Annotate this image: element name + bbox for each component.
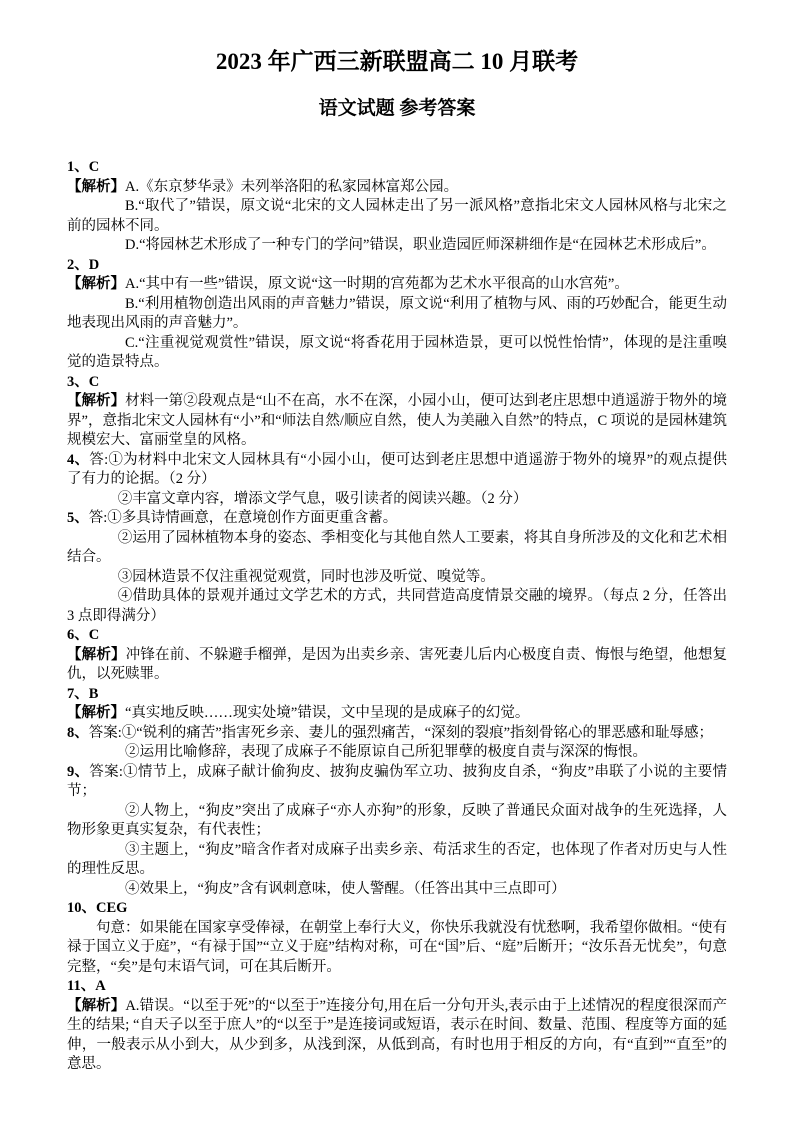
q2-answer bbox=[67, 256, 727, 276]
para-text: 答案:①情节上，成麻子献计偷狗皮、披狗皮骗伪军立功、披狗皮自杀，“狗皮”串联了小说的主要情节； bbox=[67, 763, 728, 799]
q9-answer-point-2 bbox=[67, 802, 727, 841]
para-text: “真实地反映……现实处境”错误，文中呈现的是成麻子的幻觉。 bbox=[125, 705, 530, 721]
q5-answer-point-1 bbox=[67, 509, 727, 529]
para-text: ②运用了园林植物本身的姿态、季相变化与其他自然人工要素，将其自身所涉及的文化和艺术相结合。 bbox=[67, 529, 727, 565]
question-number: 7、B bbox=[67, 685, 99, 702]
para-text: ④效果上，“狗皮”含有讽刺意味，使人警醒。（任答出其中三点即可） bbox=[125, 880, 566, 897]
para-text: A.“其中有一些”错误，原文说“这一时期的宫苑都为艺术水平很高的山水宫苑”。 bbox=[125, 276, 629, 292]
analysis-tag: 【解析】 bbox=[67, 705, 125, 721]
para-text: D.“将园林艺术形成了一种专门的学问”错误，职业造园匠师深耕细作是“在园林艺术形成后”。 bbox=[125, 237, 716, 253]
q7-analysis bbox=[67, 704, 727, 724]
q2-analysis-b bbox=[67, 295, 727, 334]
document-body bbox=[67, 158, 727, 1075]
q11-answer bbox=[67, 977, 727, 997]
q8-answer-point-2 bbox=[67, 743, 727, 763]
q7-answer bbox=[67, 685, 727, 705]
q9-answer-point-4 bbox=[67, 880, 727, 900]
analysis-tag: 【解析】 bbox=[67, 178, 125, 195]
para-text: ③主题上，“狗皮”暗含作者对成麻子出卖乡亲、苟活求生的否定，也体现了作者对历史与人性的理性反思。 bbox=[67, 841, 727, 877]
para-text: B.“取代了”错误，原文说“北宋的文人园林走出了另一派风格”意指北宋文人园林风格与北宋之前的园林不同。 bbox=[67, 198, 727, 234]
question-number: 8、 bbox=[67, 724, 89, 741]
q1-analysis-a bbox=[67, 178, 727, 198]
para-text: 答:①多具诗情画意，在意境创作方面更重含蓄。 bbox=[88, 510, 398, 526]
document-title: 2023 年广西三新联盟高二 10 月联考 bbox=[215, 49, 579, 74]
para-text: A.《东京梦华录》未列举洛阳的私家园林富郑公园。 bbox=[125, 178, 459, 195]
question-number: 3、C bbox=[67, 373, 100, 390]
q5-answer-point-3 bbox=[67, 568, 727, 588]
question-number: 5、 bbox=[67, 510, 89, 526]
para-text: 答:①为材料中北宋文人园林具有“小园小山，便可达到老庄思想中逍遥游于物外的境界”的观点提供了有力的论据。（2 分） bbox=[67, 451, 728, 487]
q9-answer-point-1 bbox=[67, 763, 727, 802]
analysis-tag: 【解析】 bbox=[67, 997, 126, 1014]
q3-answer bbox=[67, 373, 727, 393]
para-text: ④借助具体的景观并通过文学艺术的方式，共同营造高度情景交融的境界。（每点 2 分，任答出 3 点即得满分） bbox=[67, 588, 727, 624]
para-text: 冲锋在前、不躲避手榴弹，是因为出卖乡亲、害死妻儿后内心极度自责、悔恨与绝望，他想复仇，以死赎罪。 bbox=[67, 646, 728, 682]
question-number: 2、D bbox=[67, 256, 100, 273]
question-number: 1、C bbox=[67, 159, 100, 175]
q1-analysis-d bbox=[67, 236, 727, 256]
para-text: ②运用比喻修辞，表现了成麻子不能原谅自己所犯罪孽的极度自责与深深的悔恨。 bbox=[125, 744, 647, 760]
analysis-tag: 【解析】 bbox=[67, 393, 126, 409]
q1-analysis-b bbox=[67, 197, 727, 236]
question-number: 10、CEG bbox=[67, 900, 128, 916]
question-number: 4、 bbox=[67, 451, 90, 468]
q6-analysis bbox=[67, 646, 727, 685]
q11-analysis bbox=[67, 997, 727, 1075]
analysis-tag: 【解析】 bbox=[67, 276, 125, 292]
q8-answer-point-1 bbox=[67, 724, 727, 744]
q4-answer-point-1 bbox=[67, 451, 727, 490]
q9-answer-point-3 bbox=[67, 841, 727, 880]
q4-answer-point-2 bbox=[67, 490, 727, 510]
document-subtitle: 语文试题 参考答案 bbox=[318, 98, 476, 119]
question-number: 6、C bbox=[67, 627, 100, 643]
q5-answer-point-4 bbox=[67, 587, 727, 626]
q2-analysis-c bbox=[67, 334, 727, 373]
para-text: 答案:①“锐利的痛苦”指害死乡亲、妻儿的强烈痛苦，“深刻的裂痕”指刻骨铭心的罪恶感和耻辱感； bbox=[88, 724, 714, 741]
q5-answer-point-2 bbox=[67, 529, 727, 568]
q10-explanation bbox=[67, 919, 727, 978]
para-text: C.“注重视觉观赏性”错误，原文说“将香花用于园林造景，更可以悦性怡情”，体现的是注重嗅觉的造景特点。 bbox=[67, 334, 727, 370]
para-text: 材料一第②段观点是“山不在高，水不在深，小园小山，便可达到老庄思想中逍遥游于物外的境界”，意指北宋文人园林有“小”和“师法自然/顺应自然，使人为美融入自然”的特点，C 项说的是园林建筑规模宏大、富丽堂皇的风格。 bbox=[67, 393, 728, 448]
question-number: 11、A bbox=[67, 978, 106, 994]
para-text: B.“利用植物创造出风雨的声音魅力”错误，原文说“利用了植物与风、雨的巧妙配合，能更生动地表现出风雨的声音魅力”。 bbox=[67, 295, 727, 331]
q10-answer bbox=[67, 899, 727, 919]
para-text: ②人物上，“狗皮”突出了成麻子“亦人亦狗”的形象，反映了普通民众面对战争的生死选择，人物形象更真实复杂，有代表性； bbox=[67, 802, 727, 838]
q2-analysis-a bbox=[67, 275, 727, 295]
analysis-tag: 【解析】 bbox=[67, 646, 126, 663]
q6-answer bbox=[67, 626, 727, 646]
question-number: 9、 bbox=[67, 763, 90, 780]
para-text: ②丰富文章内容，增添文学气息，吸引读者的阅读兴趣。（2 分） bbox=[117, 490, 528, 507]
para-text: 句意：如果能在国家享受俸禄，在朝堂上奉行大义，你快乐我就没有忧愁啊，我希望你做相。“使有禄于国立义于庭”，“有禄于国”“立义于庭”结构对称，可在“国”后、“庭”后断开；“汝乐吾无忧矣”，句意完整，“矣”是句末语气词，可在其后断开。 bbox=[67, 919, 727, 975]
q3-analysis bbox=[67, 392, 727, 451]
q1-answer bbox=[67, 158, 727, 178]
para-text: A.错误。“以至于死”的“以至于”连接分句,用在后一分句开头,表示由于上述情况的程度很深而产生的结果; “自天子以至于庶人”的“以至于”是连接词或短语，表示在时间、数量、范围、程度等方面的延伸，一般表示从小到大，从少到多，从浅到深，从低到高，有时也用于相反的方向，有“直到”“直至”的意思。 bbox=[67, 997, 727, 1072]
para-text: ③园林造景不仅注重视觉观赏，同时也涉及听觉、嗅觉等。 bbox=[117, 568, 495, 585]
